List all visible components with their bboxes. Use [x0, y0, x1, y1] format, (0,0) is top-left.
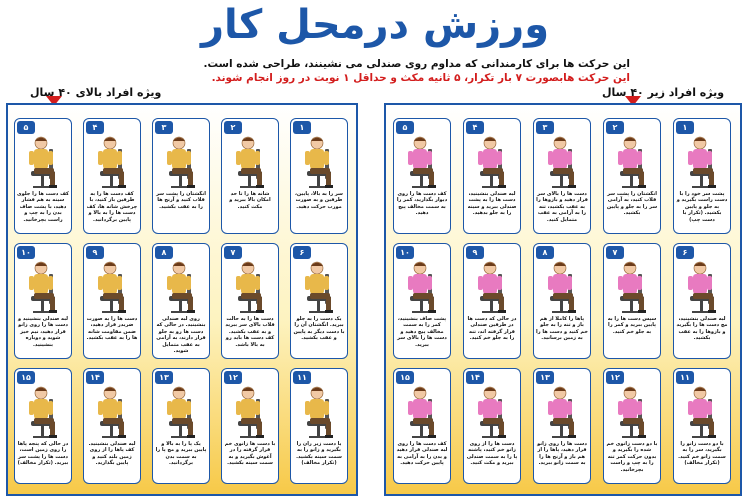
- exercise-figure-icon: [538, 381, 588, 443]
- exercise-figure-icon: [608, 381, 658, 443]
- exercise-figure-icon: [678, 256, 728, 318]
- exercise-number: ۱۵: [17, 371, 35, 384]
- exercise-caption: کف دست ها را به طرفین باز کنید، با چرخش شانه ها، کف دست ها را به بالا و پایین برگردانید.: [86, 191, 138, 223]
- exercise-figure-icon: [88, 381, 138, 443]
- exercise-number: ۱۱: [293, 371, 311, 384]
- exercise-figure-icon: [538, 256, 588, 318]
- exercise-card: [14, 243, 72, 359]
- exercise-caption: کف دست ها را روی لبه صندلی قرار دهید و بدن را به آرامی به پایین حرکت دهید.: [396, 441, 448, 467]
- poster-title: ورزش درمحل کار: [200, 2, 550, 48]
- exercise-figure-icon: [19, 381, 69, 443]
- exercise-figure-icon: [468, 256, 518, 318]
- exercise-number: ۴: [86, 121, 104, 134]
- exercise-card: [533, 118, 591, 234]
- exercise-card: [152, 118, 210, 234]
- exercise-figure-icon: [678, 381, 728, 443]
- exercise-card: [83, 243, 141, 359]
- exercise-card: [83, 118, 141, 234]
- exercise-caption: لبه صندلی بنشینید. کف پاها را از روی زمین بلند کنید و پایین بگذارید.: [88, 441, 136, 467]
- exercise-card: [533, 368, 591, 484]
- exercise-number: ۳: [536, 121, 554, 134]
- exercise-number: ۷: [224, 246, 242, 259]
- exercise-figure-icon: [19, 256, 69, 318]
- exercise-figure-icon: [538, 131, 588, 193]
- exercise-number: ۱۳: [155, 371, 173, 384]
- exercise-card: [603, 368, 661, 484]
- exercise-caption: با دست ها زانوی خم قرار گرفته را در آغوش بگیرید و به سمت سینه بکشید.: [224, 441, 276, 467]
- exercise-number: ۴: [466, 121, 484, 134]
- exercise-figure-icon: [226, 381, 276, 443]
- exercise-caption: با دو دست زانوی خم شده را بگیرید و بدون حرکت کمر تنه را به چپ و راست بچرخانید.: [606, 441, 658, 473]
- exercise-figure-icon: [88, 131, 138, 193]
- exercise-figure-icon: [226, 256, 276, 318]
- exercise-number: ۶: [293, 246, 311, 259]
- exercise-figure-icon: [678, 131, 728, 193]
- exercise-figure-icon: [398, 381, 448, 443]
- exercise-number: ۲: [606, 121, 624, 134]
- exercise-number: ۱۴: [466, 371, 484, 384]
- exercise-caption: روی لبه صندلی بنشینید. در حالی که دست ها رو به جلو قرار دارند، به آرامی به عقب متمایل شوید.: [156, 316, 206, 355]
- exercise-caption: یک دست را به جلو ببرید. انگشتان آن را با دست دیگر به پایین و عقب بکشید.: [293, 316, 345, 342]
- instruction-text: این حرکت هابصورت ۷ بار تکرار، ۵ ثانیه مکث و حداقل ۱ نوبت در روز انجام شوند.: [211, 72, 630, 84]
- exercise-number: ۵: [17, 121, 35, 134]
- exercise-figure-icon: [157, 256, 207, 318]
- exercise-caption: در حالی که پنجه پاها را روی زمین است، دست ها را پشت سر ببرید. (تکرار مخالف): [17, 441, 69, 467]
- exercise-caption: پشت سر خود را با دست راست بگیرید و به جلو و پایین بکشید. (تکرار با دست چپ): [676, 191, 728, 223]
- exercise-card: [14, 368, 72, 484]
- exercise-caption: لبه صندلی بنشینید، مچ دست ها را بگیرید و بازوها را به عقب بکشید.: [676, 316, 728, 342]
- exercise-card: [83, 368, 141, 484]
- exercise-figure-icon: [295, 381, 345, 443]
- exercise-number: ۹: [466, 246, 484, 259]
- exercise-card: [221, 118, 279, 234]
- exercise-caption: پشت صاف بنشینید، کمر را به سمت مخالف پیچ دهید و دست ها را بالای سر ببرید.: [397, 316, 447, 348]
- exercise-card: [393, 118, 451, 234]
- exercise-caption: لبه صندلی بنشینید و دست ها را روی زانو قرار دهید، نیم خیز شوید و دوباره بنشینید.: [18, 316, 68, 348]
- exercise-card: [673, 368, 731, 484]
- panel-label-under-40: ویژه افراد زیر ۴۰ سال: [602, 86, 725, 99]
- exercise-caption: در حالی که دست ها در طرفین صندلی قرار گرفته اند، تنه را به جلو خم کنید.: [467, 316, 517, 342]
- exercise-card: [463, 118, 521, 234]
- exercise-card: [393, 368, 451, 484]
- exercise-card: [290, 118, 348, 234]
- exercise-figure-icon: [468, 381, 518, 443]
- exercise-caption: دست ها را از روی زانو خم کنید، پاشنه پا را به سمت صندلی ببرید و مکث کنید.: [466, 441, 518, 467]
- exercise-card: [673, 243, 731, 359]
- exercise-caption: سر را به بالا، پایین، طرفین و به صورت مورب حرکت دهید.: [295, 191, 343, 210]
- exercise-number: ۱: [676, 121, 694, 134]
- exercise-number: ۳: [155, 121, 173, 134]
- exercise-caption: کف دست ها را روی دیوار بگذارید، کمر را به سمت مخالف پیچ دهید.: [396, 191, 448, 217]
- exercise-number: ۱۵: [396, 371, 414, 384]
- exercise-number: ۱۲: [224, 371, 242, 384]
- exercise-number: ۱۰: [396, 246, 414, 259]
- exercise-figure-icon: [19, 131, 69, 193]
- exercise-number: ۱۳: [536, 371, 554, 384]
- exercise-caption: دست ها را به حالت قلاب بالای سر ببرید و به عقب بکشید. کف دست ها باید رو به بالا باشد.: [225, 316, 275, 348]
- exercise-number: ۲: [224, 121, 242, 134]
- exercise-caption: دست ها را روی زانو قرار دهید، پاها را از هم باز و آرنج ها را به سمت زانو ببرید.: [537, 441, 587, 467]
- panel-label-over-40: ویژه افراد بالای ۴۰ سال: [30, 86, 162, 99]
- exercise-caption: کف دست ها را جلوی سینه به هم فشار دهید، با پشت صاف بدن را به چپ و راست بچرخانید.: [17, 191, 69, 223]
- exercise-caption: دست ها را به صورت ضربدر قرار دهید، ضمن مقاومت شانه ها را به عقب بکشید.: [86, 316, 138, 342]
- exercise-number: ۷: [606, 246, 624, 259]
- exercise-number: ۱۰: [17, 246, 35, 259]
- exercise-figure-icon: [226, 131, 276, 193]
- exercise-card: [673, 118, 731, 234]
- exercise-number: ۹: [86, 246, 104, 259]
- exercise-figure-icon: [608, 131, 658, 193]
- exercise-card: [221, 368, 279, 484]
- intro-text: این حرکت ها برای کارمندانی که مداوم روی صندلی می نشینند، طراحی شده است.: [203, 58, 630, 70]
- exercise-figure-icon: [295, 131, 345, 193]
- exercise-number: ۱۲: [606, 371, 624, 384]
- exercise-figure-icon: [608, 256, 658, 318]
- exercise-caption: لبه صندلی بنشینید، دست ها را به پشت صندلی ببرید و سینه را به جلو بدهید.: [467, 191, 517, 217]
- exercise-caption: سپس دست ها را به پایین ببرید و کمر را به جلو خم کنید.: [607, 316, 657, 335]
- exercise-card: [603, 243, 661, 359]
- exercise-figure-icon: [157, 131, 207, 193]
- exercise-card: [14, 118, 72, 234]
- exercise-figure-icon: [295, 256, 345, 318]
- exercise-card: [463, 368, 521, 484]
- exercise-card: [152, 243, 210, 359]
- exercise-figure-icon: [88, 256, 138, 318]
- exercise-caption: پاها را کاملا از هم باز و تنه را به جلو خم کنید و دست ها را به زمین برسانید.: [536, 316, 588, 342]
- exercise-figure-icon: [398, 131, 448, 193]
- exercise-caption: انگشتان را پشت سر قلاب کنید، به آرامی سر را به جلو و پایین بکشید.: [606, 191, 658, 217]
- exercise-caption: انگشتان را پشت سر قلاب کنید و آرنج ها را به عقب بکشید.: [156, 191, 206, 210]
- exercise-figure-icon: [157, 381, 207, 443]
- exercise-card: [603, 118, 661, 234]
- exercise-card: [152, 368, 210, 484]
- exercise-card: [290, 243, 348, 359]
- exercise-caption: با دو دست زانو را بگیرید، سر را به سمت زانو خم کنید. (تکرار مخالف): [678, 441, 726, 467]
- exercise-number: ۱: [293, 121, 311, 134]
- exercise-number: ۱۴: [86, 371, 104, 384]
- exercise-figure-icon: [398, 256, 448, 318]
- exercise-card: [393, 243, 451, 359]
- exercise-number: ۸: [536, 246, 554, 259]
- exercise-card: [463, 243, 521, 359]
- exercise-number: ۵: [396, 121, 414, 134]
- exercise-card: [533, 243, 591, 359]
- exercise-figure-icon: [468, 131, 518, 193]
- exercise-number: ۶: [676, 246, 694, 259]
- exercise-number: ۱۱: [676, 371, 694, 384]
- exercise-caption: یا دست زیر ران را بگیرید و زانو را به سمت سینه بکشید. (تکرار مخالف): [296, 441, 342, 467]
- exercise-caption: یک پا را به بالا و پایین ببرید و مچ پا را به سمت بدن برگردانید.: [155, 441, 207, 467]
- exercise-card: [221, 243, 279, 359]
- exercise-caption: دست ها را بالای سر قرار دهید و بازوها را به عقب بکشید، تنه را به آرامی به عقب متمایل کنید.: [536, 191, 588, 223]
- exercise-caption: شانه ها را تا حد امکان بالا ببرید و مکث کنید.: [229, 191, 271, 210]
- exercise-number: ۸: [155, 246, 173, 259]
- exercise-card: [290, 368, 348, 484]
